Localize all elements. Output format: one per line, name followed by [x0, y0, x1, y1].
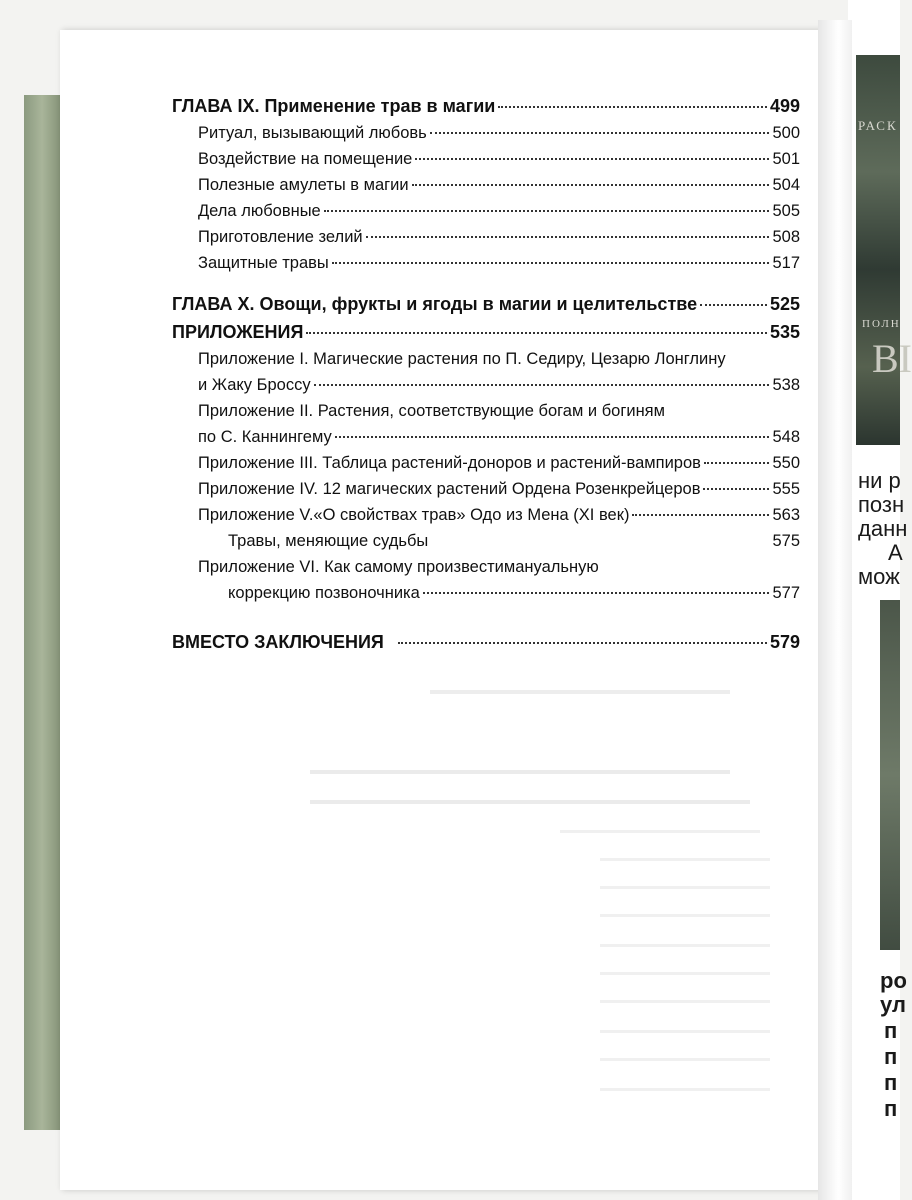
right-text-line: мож — [858, 564, 900, 589]
dot-leader — [306, 332, 767, 334]
toc-page-number: 501 — [772, 150, 800, 168]
dot-leader — [703, 488, 769, 490]
toc-page-number: 500 — [772, 124, 800, 142]
toc-appendix-4 — [198, 480, 800, 499]
toc-appendices — [172, 322, 800, 343]
toc-item — [198, 228, 800, 247]
toc-page-number: 525 — [769, 294, 800, 314]
toc-label: Полезные амулеты в магии — [198, 176, 409, 194]
dot-leader — [498, 106, 767, 108]
toc-item — [198, 124, 800, 143]
toc-chapter-ix — [172, 96, 800, 117]
toc-item — [198, 202, 800, 221]
dot-leader — [332, 262, 770, 264]
toc-page-number: 535 — [769, 322, 800, 342]
toc-label: и Жаку Броссу — [198, 376, 311, 394]
toc-item — [198, 176, 800, 195]
toc-label: Приложение III. Таблица растений-доноров и растений-вампиров — [198, 454, 701, 472]
right-text-line: п — [884, 1096, 898, 1121]
toc-page-number: 555 — [772, 480, 800, 498]
dot-leader — [632, 514, 769, 516]
right-text-line: позн — [858, 492, 905, 517]
toc-label: Травы, меняющие судьбы — [228, 532, 429, 550]
toc-page-number: 517 — [772, 254, 800, 272]
toc-label: по С. Каннингему — [198, 428, 332, 446]
dot-leader — [335, 436, 770, 438]
toc-page-number: 505 — [772, 202, 800, 220]
toc-label: Ритуал, вызывающий любовь — [198, 124, 427, 142]
toc-label: ГЛАВА IX. Применение трав в магии — [172, 96, 496, 116]
dot-leader — [412, 184, 770, 186]
toc-label: ВМЕСТО ЗАКЛЮЧЕНИЯ — [172, 632, 384, 652]
toc-label: ПРИЛОЖЕНИЯ — [172, 322, 304, 342]
right-text-line: А — [888, 540, 903, 565]
dot-leader — [700, 304, 767, 306]
toc-label: Приложение V.«О свойствах трав» Одо из Мена (XI век) — [198, 506, 630, 524]
right-text-line: ул — [880, 992, 906, 1017]
toc-item — [198, 150, 800, 169]
right-photo-caption-mid: ПОЛН — [862, 318, 901, 330]
toc-appendix-5-sub — [228, 532, 800, 551]
toc-conclusion — [172, 632, 800, 653]
toc-appendix-2 — [198, 428, 800, 447]
dot-leader — [430, 132, 770, 134]
right-text-line: ни р — [858, 468, 901, 493]
dot-leader — [415, 158, 769, 160]
toc-page-number: 563 — [772, 506, 800, 524]
dot-leader — [324, 210, 770, 212]
right-text-line: п — [884, 1070, 898, 1095]
right-photo-big-letters: ВІ — [872, 336, 912, 381]
right-text-line: данн — [858, 516, 908, 541]
right-text-line: п — [884, 1044, 898, 1069]
right-text-line: п — [884, 1018, 898, 1043]
toc-appendix-1 — [198, 376, 800, 395]
toc-appendix-3 — [198, 454, 800, 473]
dot-leader — [704, 462, 770, 464]
toc-appendix-6 — [228, 584, 800, 603]
toc-page-number: 548 — [772, 428, 800, 446]
dot-leader — [431, 540, 769, 542]
toc-page-number: 508 — [772, 228, 800, 246]
toc-page-number: 575 — [772, 532, 800, 550]
toc-item — [198, 254, 800, 273]
toc-label: Приложение IV. 12 магических растений Ордена Розенкрейцеров — [198, 480, 701, 498]
toc-page-number: 550 — [772, 454, 800, 472]
toc-page-number: 504 — [772, 176, 800, 194]
toc-label: Защитные травы — [198, 254, 329, 272]
toc-appendix-6-line1: Приложение VI. Как самому произвестимануальную — [198, 558, 599, 576]
toc-appendix-1-line1: Приложение I. Магические растения по П. Седиру, Цезарю Лонглину — [198, 350, 726, 368]
right-photo-caption-top: РАСК — [858, 118, 898, 133]
dot-leader — [366, 236, 770, 238]
dot-leader — [398, 642, 767, 644]
toc-page-number: 499 — [769, 96, 800, 116]
right-text-line: ро — [880, 968, 907, 993]
toc-page-number: 538 — [772, 376, 800, 394]
dot-leader — [314, 384, 770, 386]
toc-label: Приготовление зелий — [198, 228, 363, 246]
toc-chapter-x — [172, 294, 800, 315]
toc-appendix-2-line1: Приложение II. Растения, соответствующие богам и богиням — [198, 402, 665, 420]
dot-leader — [423, 592, 770, 594]
toc-appendix-5 — [198, 506, 800, 525]
toc-label: Дела любовные — [198, 202, 321, 220]
toc-page-number: 579 — [769, 632, 800, 652]
toc-label: Воздействие на помещение — [198, 150, 413, 168]
toc-label: коррекцию позвоночника — [228, 584, 420, 602]
toc-page-number: 577 — [772, 584, 800, 602]
toc-label: ГЛАВА X. Овощи, фрукты и ягоды в магии и целительстве — [172, 294, 698, 314]
